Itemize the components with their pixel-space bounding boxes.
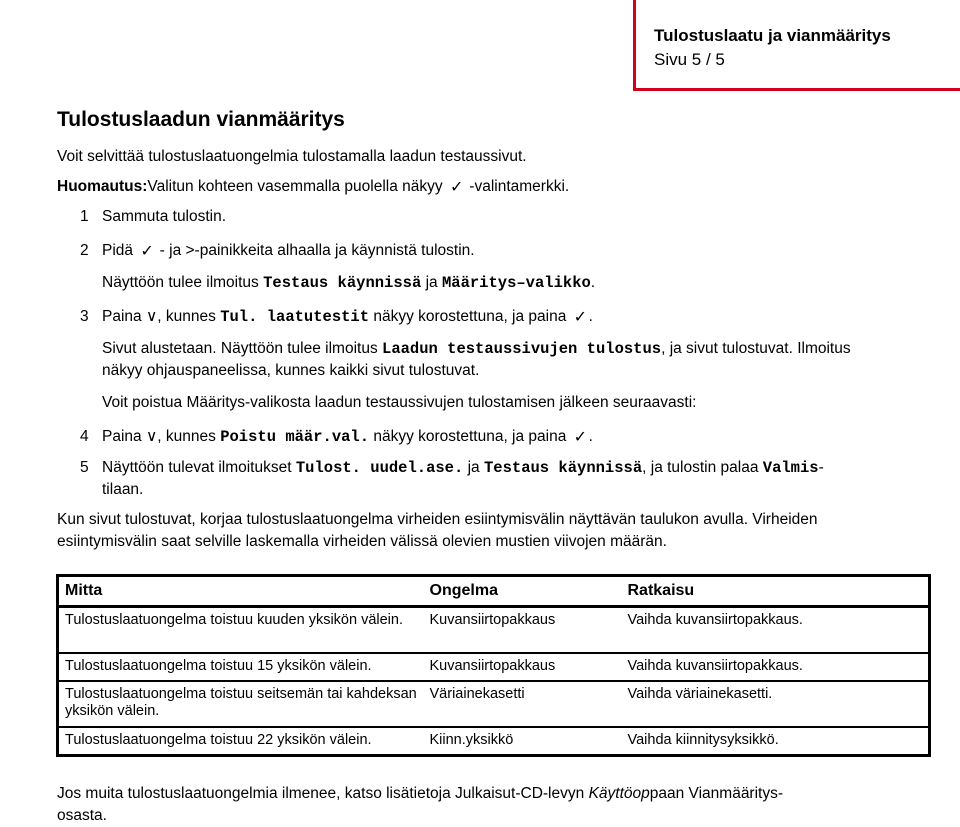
step-number: 5 [80,459,89,476]
step-number: 4 [80,428,89,445]
step-text: Paina ∨, kunnes [102,428,216,445]
footer-text: Jos muita tulostuslaatuongelmia ilmenee, katso lisätietoja Julkaisut-CD-levyn [57,785,585,802]
footer-text: osasta. [57,807,107,824]
info-text: , ja sivut tulostuvat. Ilmoitus [661,340,851,357]
step-text: . [588,308,593,325]
display-message: Määritys–valikko [441,274,591,292]
troubleshooting-table [56,574,931,757]
step-text: Sammuta tulostin. [102,208,227,225]
footer-text: paan Vianmääritys- [649,785,784,802]
header-title: Tulostuslaatu ja vianmääritys [654,26,891,45]
table-cell: Kiinn.yksikkö [429,732,514,748]
header-rule-vertical [633,0,636,91]
table-cell: Tulostuslaatuongelma toistuu kuuden yksikön välein. [58,607,424,654]
explain-paragraph [57,509,917,553]
step-number: 2 [80,242,89,259]
info-text: Näyttöön tulee ilmoitus [102,274,259,291]
exit-info: Voit poistua Määritys-valikosta laadun testaussivujen tulostamisen jälkeen seuraavasti: [102,394,697,411]
info-text: ja [425,274,438,291]
table-header-row [58,576,930,607]
display-message: Tulost. uudel.ase. [295,459,464,477]
step-3-info [102,338,960,382]
table-row [58,653,930,681]
section-heading: Tulostuslaadun vianmääritys [57,108,345,131]
step-2-info [102,274,595,292]
check-icon [450,180,462,192]
display-message: Testaus käynnissä [263,274,422,292]
step-text: näkyy korostettuna, ja paina [373,428,567,445]
step-text: Pidä [102,242,134,259]
note [57,178,569,196]
footer-paragraph [57,783,917,827]
table-cell: Väriainekasetti [424,681,622,727]
step-text: . [588,428,593,445]
intro-text: Voit selvittää tulostuslaatuongelmia tulostamalla laadun testaussivut. [57,148,527,165]
table-cell: Tulostuslaatuongelma toistuu 22 yksikön välein. [65,732,372,748]
display-message: Poistu määr.val. [220,428,370,446]
table-cell: Vaihda väriainekasetti. [622,681,930,727]
page-number: Sivu 5 / 5 [654,50,725,69]
table-row [58,727,930,756]
step-text: - ja >-painikkeita alhaalla ja käynnistä tulostin. [159,242,475,259]
step-text: - [818,459,824,476]
check-icon [574,430,586,442]
step-number: 1 [80,208,89,225]
step-text: ja [467,459,480,476]
explain-text: Kun sivut tulostuvat, korjaa tulostuslaatuongelma virheiden esiintymisvälin näyttävän taulukon avulla. Virheiden [57,511,818,528]
note-text-end: -valintamerkki. [469,178,570,195]
step-text: tilaan. [102,481,144,498]
table-cell: Kuvansiirtopakkaus [424,653,622,681]
step-text: näkyy korostettuna, ja paina [373,308,567,325]
display-message: Testaus käynnissä [484,459,643,477]
table-cell: Vaihda kiinnitysyksikkö. [627,732,779,748]
info-text: . [590,274,596,291]
header-rule-horizontal [633,88,960,91]
manual-title: Käyttöop [588,785,650,802]
display-message: Laadun testaussivujen tulostus [382,340,662,358]
note-label: Huomautus: [57,178,148,195]
check-icon [140,244,152,256]
table-cell: Vaihda kuvansiirtopakkaus. [622,653,930,681]
table-cell: Tulostuslaatuongelma toistuu seitsemän tai kahdeksan yksikön välein. [58,681,424,727]
display-message: Valmis [762,459,819,477]
table-row [58,607,930,654]
step-1 [80,208,226,226]
column-header: Ratkaisu [622,576,930,607]
step-text: Paina ∨, kunnes [102,308,216,325]
step-text: , ja tulostin palaa [642,459,759,476]
step-text: Näyttöön tulevat ilmoitukset [102,459,292,476]
explain-text: esiintymisvälin saat selville laskemalla virheiden välissä olevien mustien viivojen määrän. [57,533,667,550]
column-header: Ongelma [424,576,622,607]
step-5 [80,457,940,501]
step-3 [80,307,593,326]
info-text: Sivut alustetaan. Näyttöön tulee ilmoitus [102,340,378,357]
column-header: Mitta [58,576,424,607]
table-cell: Kuvansiirtopakkaus [424,607,622,654]
info-text: näkyy ohjauspaneelissa, kunnes kaikki sivut tulostuvat. [102,362,480,379]
table-row [58,681,930,727]
table-cell: Vaihda kuvansiirtopakkaus. [622,607,930,654]
step-4 [80,427,593,446]
step-number: 3 [80,308,89,325]
step-2 [80,242,475,260]
check-icon [574,310,586,322]
table-cell: Tulostuslaatuongelma toistuu 15 yksikön välein. [58,653,424,681]
display-message: Tul. laatutestit [220,308,370,326]
note-text: Valitun kohteen vasemmalla puolella näkyy [147,178,443,195]
